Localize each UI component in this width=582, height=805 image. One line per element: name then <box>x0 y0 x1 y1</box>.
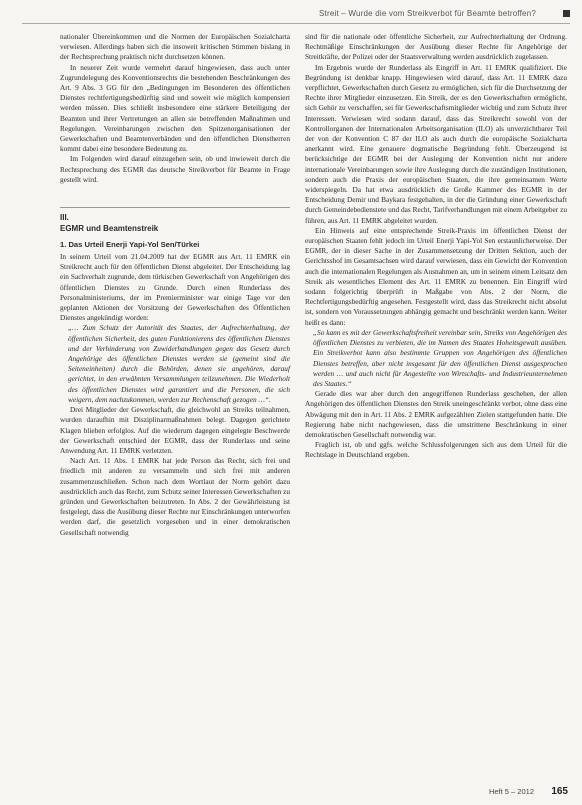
block-quote: „… Zum Schutz der Autorität des Staates, der Aufrechterhaltung, der öffentlichen Sicherheit, des guten Funktionierens des öffentlichen Dienstes und der Verhinderung von Zuwiderhandlungen gegen das Gesetz durch Angehörige des öffentlichen Dienstes werden sie (gemeint sind die Seiteneinheiten) durch die Behörden, denen sie angehören, darauf gerichtet, in den erwähnten Versammlungen teilzunehmen. Die Wiederholt des öffentlichen Dienstes wird garantiert und die Personen, die sich weigern, dem nachzukommen, werden zur Rechenschaft gezogen …“. <box>68 323 290 404</box>
page-number: 165 <box>551 786 568 797</box>
paragraph: Fraglich ist, ob und ggfs. welche Schlussfolgerungen sich aus dem Urteil für die Rechtslage in Deutschland ergeben. <box>305 440 567 460</box>
running-title: Streit – Wurde die vom Streikverbot für Beamte betroffen? <box>319 9 536 18</box>
paragraph: Drei Mitglieder der Gewerkschaft, die gleichwohl an Streiks teilnahmen, wurden daraufhin mit Disziplinarmaßnahmen belegt. Dagegen gerichtete Klagen blieben erfolglos. Auf die wiederum dagegen eingelegte Beschwerde der Gewerkschaft entschied der EGMR, dass der Runderlass und seine Anwendung Art. 11 EMRK verletzten. <box>60 405 290 455</box>
square-icon <box>563 10 570 17</box>
right-column <box>305 32 567 461</box>
paragraph: Ein Hinweis auf eine entsprechende Streik-Praxis im öffentlichen Dienst der europäischen Staaten fehlt jedoch im Urteil Enerji Yapi-Yol Sen erstaunlicherweise. Der EGMR, der in dieser Sache in der Zusammensetzung der Dritten Sektion, auch der Gerichtsshof im Gesamtsachsen wird darauf verwiesen, dass ein Gewicht der Konvention auch die internationalen Regelungen als Ausnahmen an, um in seinem einem Leitsatz den Streik als wesentliches Element des Art. 11 EMRK zu benennen. Ein Eingriff wird sodann folgerichtig überprüft in Maßgabe von Abs. 2 der Norm, die Rechtfertigungsbedürftig angesehen. Festgestellt wird, dass das Streikrecht nicht absolut ist, sondern von Voraussetzungen abhängig gemacht und beschränkt werden kann. Weiter heißt es dann: <box>305 225 567 327</box>
section-heading <box>60 207 290 234</box>
paragraph: sind für die nationale oder öffentliche Sicherheit, zur Aufrechterhaltung der Ordnung. Rechtmäßige Einschränkungen der Ausübung dieser Rechte für Angehörige der Streitkräfte, der Polizei oder der Staatsverwaltung werden ausdrücklich zugelassen. <box>305 32 567 62</box>
paragraph: In seinem Urteil vom 21.04.2009 hat der EGMR aus Art. 11 EMRK ein Streikrecht auch für den öffentlichen Dienst abgeleitet. Der Entscheidung lag ein Sachverhalt zugrunde, dem türkischen Gewerkschaft von Angehörigen des öffentlichen Dienstes zu Grunde. Durch einen Runderlass des Personalministeriums, der im Premierminister war einige Tage vor den geplanten Aktionen der Vorsitzung der Gewerkschaften des Öffentlichen Dienstes angekündigt worden: <box>60 252 290 323</box>
paragraph: nationaler Übereinkommen und die Normen der Europäischen Sozialcharta verwiesen. Allerdings haben sich die insoweit kritischen Stimmen bislang in der Rechtsprechung praktisch nicht durchsetzen können. <box>60 32 290 62</box>
paragraph: Gerade dies war aber durch den angegriffenen Runderlass geschehen, der allen Angehörigen des öffentlichen Dienstes den Streik uneingeschränkt verbot, ohne dass eine Abwägung mit den in Art. 11 Abs. 2 EMRK aufgezählten Zielen stattgefunden hatte. Die Regierung habe nicht nachgewiesen, dass die umstrittene Beschränkung in einer demokratischen Gesellschaft notwendig war. <box>305 389 567 439</box>
running-header <box>16 8 570 22</box>
section-title: EGMR und Beamtenstreik <box>60 224 159 234</box>
paragraph: Im Ergebnis wurde der Runderlass als Eingriff in Art. 11 EMRK qualifiziert. Die Begründung ist denkbar knapp. Hingewiesen wird darauf, dass Art. 11 EMRK dazu verpflichtet, Gewerkschaften durch Gesetz zu ermöglichen, sich für die Durchsetzung der Rechte ihrer Mitglieder einzusetzen. Ein Streik, der es den Gewerkschaften ermöglicht, sich Gehör zu verschaffen, sei für Gewerkschaftsmitglieder wichtig und zum Schutz ihrer Interessen. Verwiesen wird sodann darauf, dass das Streikrecht sowohl von der Kontrollorganen der Internationalen Arbeitsorganisation (ILO) als unverzichtbarer Teil der von der Konvention C 87 der ILO als auch durch die europäische Sozialcharta anerkannt wird. Eine genauere dogmatische Begründung fehlt. Überzeugend ist berücksichtige der EGMR bei der Auslegung der Konvention nicht nur andere internationale Vereinbarungen sowie ihre Auslegung durch die zuständigen Institutionen, sondern auch die Praxis der europäischen Staaten, die ihre gemeinsamen Werte widerspiegeln. Da hat etwa ausdrücklich die Große Kammer des EGMR in der Entscheidung Demir und Baykara festgehalten, in der die Gründung einer Gewerkschaft durch Gemeindebedienstete und das Recht, Tarifverhandlungen mit einem Arbeitgeber zu führen, aus Art. 11 EMRK abgeleitet wurden. <box>305 62 567 225</box>
paragraph: Im Folgenden wird darauf einzugehen sein, ob und inwieweit durch die Rechtsprechung des EGMR das deutsche Streikverbot für Beamte in Frage gestellt wird. <box>60 154 290 184</box>
section-number: III. <box>60 213 69 223</box>
left-column <box>60 32 290 538</box>
subsection-title: 1. Das Urteil Enerji Yapi-Yol Sen/Türkei <box>60 240 200 250</box>
issue-label: Heft 5 – 2012 <box>488 787 534 796</box>
header-rule <box>22 23 570 24</box>
paragraph: Nach Art. 11 Abs. 1 EMRK hat jede Person das Recht, sich frei und friedlich mit anderen zu versammeln und sich frei mit anderen zusammenzuschließen. Schon nach dem Wortlaut der Norm gehört dazu ausdrücklich auch das Recht, zum Schutz seiner Interessen Gewerkschaften zu gründen und Gewerkschaften beizutreten. In Abs. 2 der Gewährleistung ist festgelegt, dass die Ausübung dieser Rechte nur Einschränkungen unterworfen werden darf, die gesetzlich vorgesehen und in einer demokratischen Gesellschaft notwendig <box>60 456 290 537</box>
block-quote: „So kann es mit der Gewerkschaftsfreiheit vereinbar sein, Streiks von Angehörigen des öffentlichen Dienstes zu verbieten, die im Namen des Staates Hoheitsgewalt ausüben. Ein Streikverbot kann also bestimmte Gruppen von Angehörigen des öffentlichen Dienstes betreffen, aber nicht insgesamt für den öffentlichen Dienst ausgesprochen werden … und auch nicht für Angestellte von Wirtschafts- und Industrieunternehmen des Staates.“ <box>313 327 567 388</box>
paragraph: In neuerer Zeit wurde vermehrt darauf hingewiesen, dass auch unter Zugrundelegung des Konventionsrechts die bestehenden Beschränkungen des Art. 9 Abs. 3 GG für den „Bedingungen im Besonderen des öffentlichen Dienstes rechtfertigungsbedürftig sind und soweit wie möglich kompensiert werden müssen. Dies schließt insbesondere eine stärkere Beteiligung der Beamten und ihrer Vertretungen an allen sie betreffenden Maßnahmen und Regelungen. Vereinbarungen zwischen den Spitzenorganisationen der Gewerkschaften und Beamtenverbänden und den öffentlichen Dienstherren kommt dabei eine besondere Bedeutung zu. <box>60 62 290 154</box>
